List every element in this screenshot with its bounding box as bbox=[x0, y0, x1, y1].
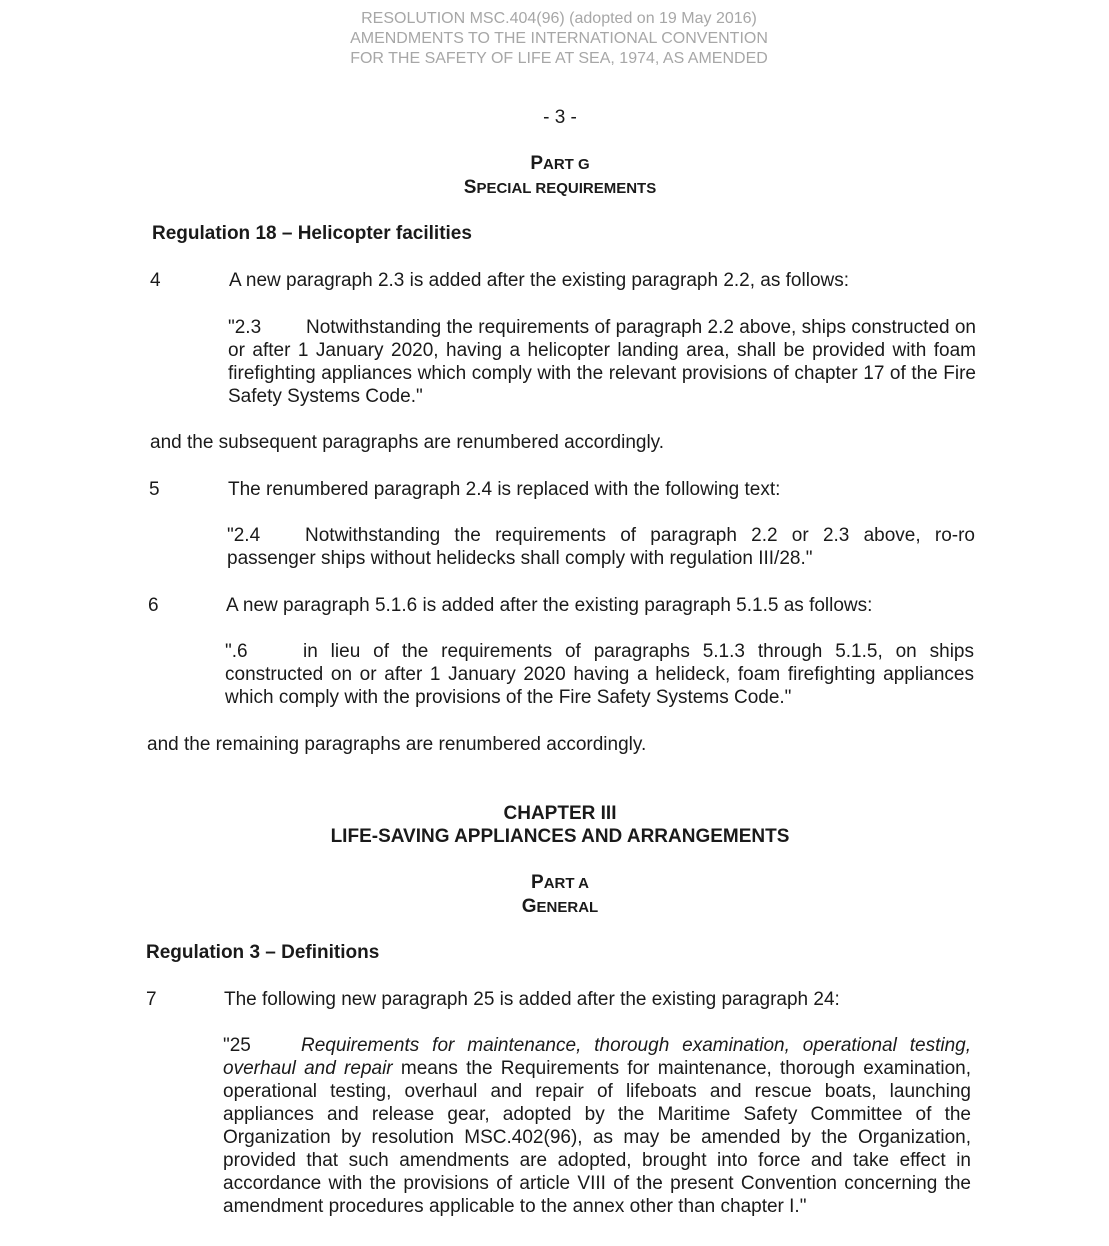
item-7-quote-text: means the Requirements for maintenance, thorough examination, operational testing, overhaul and repair of lifeboats and rescue boats, launching appliances and release gear, adopted by the Maritime Safety Committee of the Organization by resolution MSC.402(96), as may be amended by the Organization, provided that such amendments are adopted, brought into force and take effect in accordance with the provisions of article VIII of the present Convention concerning the amendment procedures applicable to the annex other than chapter I." bbox=[223, 1058, 972, 1217]
chapter-3-title: CHAPTER III bbox=[503, 803, 617, 824]
item-4-quote-number: "2.3 bbox=[228, 317, 262, 338]
part-g-first-letter: P bbox=[530, 153, 543, 174]
item-4-quote bbox=[228, 316, 976, 408]
part-a-heading bbox=[0, 871, 1109, 895]
item-6-text: A new paragraph 5.1.6 is added after the existing paragraph 5.1.5 as follows: bbox=[226, 595, 873, 616]
item-7-text: The following new paragraph 25 is added after the existing paragraph 24: bbox=[224, 989, 840, 1010]
header-line-1: RESOLUTION MSC.404(96) (adopted on 19 May 2016) bbox=[361, 10, 757, 27]
part-a-title-rest: ENERAL bbox=[536, 899, 599, 916]
item-4-after-text: and the subsequent paragraphs are renumbered accordingly. bbox=[150, 432, 665, 453]
part-g-heading bbox=[0, 152, 1109, 176]
item-5-quote bbox=[227, 524, 975, 570]
item-4-number: 4 bbox=[150, 270, 161, 291]
part-g-title-first-letter: S bbox=[463, 177, 477, 198]
regulation-3-heading: Regulation 3 – Definitions bbox=[146, 942, 380, 963]
item-6-after-text: and the remaining paragraphs are renumbered accordingly. bbox=[147, 734, 647, 755]
item-6-number: 6 bbox=[148, 595, 159, 616]
item-7-number: 7 bbox=[146, 989, 157, 1010]
item-7-quote-italic-term: Requirements for maintenance, thorough examination, operational testing, overhaul and repair bbox=[223, 1035, 971, 1079]
item-5-quote-text: Notwithstanding the requirements of paragraph 2.2 or 2.3 above, ro-ro passenger ships without helidecks shall comply with regulation III/28." bbox=[227, 525, 975, 569]
part-a-first-letter: P bbox=[531, 872, 544, 893]
item-4-text: A new paragraph 2.3 is added after the existing paragraph 2.2, as follows: bbox=[229, 270, 850, 291]
item-6-quote-number: ".6 bbox=[225, 641, 248, 662]
chapter-3-subtitle: LIFE-SAVING APPLIANCES AND ARRANGEMENTS bbox=[330, 826, 790, 847]
item-5-number: 5 bbox=[149, 479, 160, 500]
document-header bbox=[0, 9, 1109, 69]
item-6-quote bbox=[225, 640, 974, 709]
part-g-title-rest: PECIAL REQUIREMENTS bbox=[476, 180, 657, 197]
part-a-rest: ART A bbox=[543, 875, 589, 892]
page-number: - 3 - bbox=[543, 107, 577, 128]
regulation-18-heading: Regulation 18 – Helicopter facilities bbox=[152, 223, 472, 244]
part-a-title-first-letter: G bbox=[521, 896, 537, 917]
item-6-quote-text: in lieu of the requirements of paragraphs 5.1.3 through 5.1.5, on ships constructed on or after 1 January 2020 having a helideck, foam firefighting appliances which comply with the provisions of the Fire Safety Systems Code." bbox=[225, 641, 974, 708]
item-5-text: The renumbered paragraph 2.4 is replaced with the following text: bbox=[228, 479, 781, 500]
item-4-quote-text: Notwithstanding the requirements of paragraph 2.2 above, ships constructed on or after 1 January 2020, having a helicopter landing area, shall be provided with foam firefighting appliances which comply with the relevant provisions of chapter 17 of the Fire Safety Systems Code." bbox=[228, 317, 976, 407]
part-g-rest: ART G bbox=[543, 156, 590, 173]
header-line-2: AMENDMENTS TO THE INTERNATIONAL CONVENTION bbox=[350, 30, 768, 47]
item-5-quote-number: "2.4 bbox=[227, 525, 261, 546]
item-7-quote-number: "25 bbox=[223, 1035, 251, 1056]
part-g-title bbox=[0, 176, 1109, 200]
header-line-3: FOR THE SAFETY OF LIFE AT SEA, 1974, AS AMENDED bbox=[350, 50, 768, 67]
item-7-quote bbox=[223, 1034, 971, 1218]
part-a-title bbox=[0, 895, 1109, 919]
